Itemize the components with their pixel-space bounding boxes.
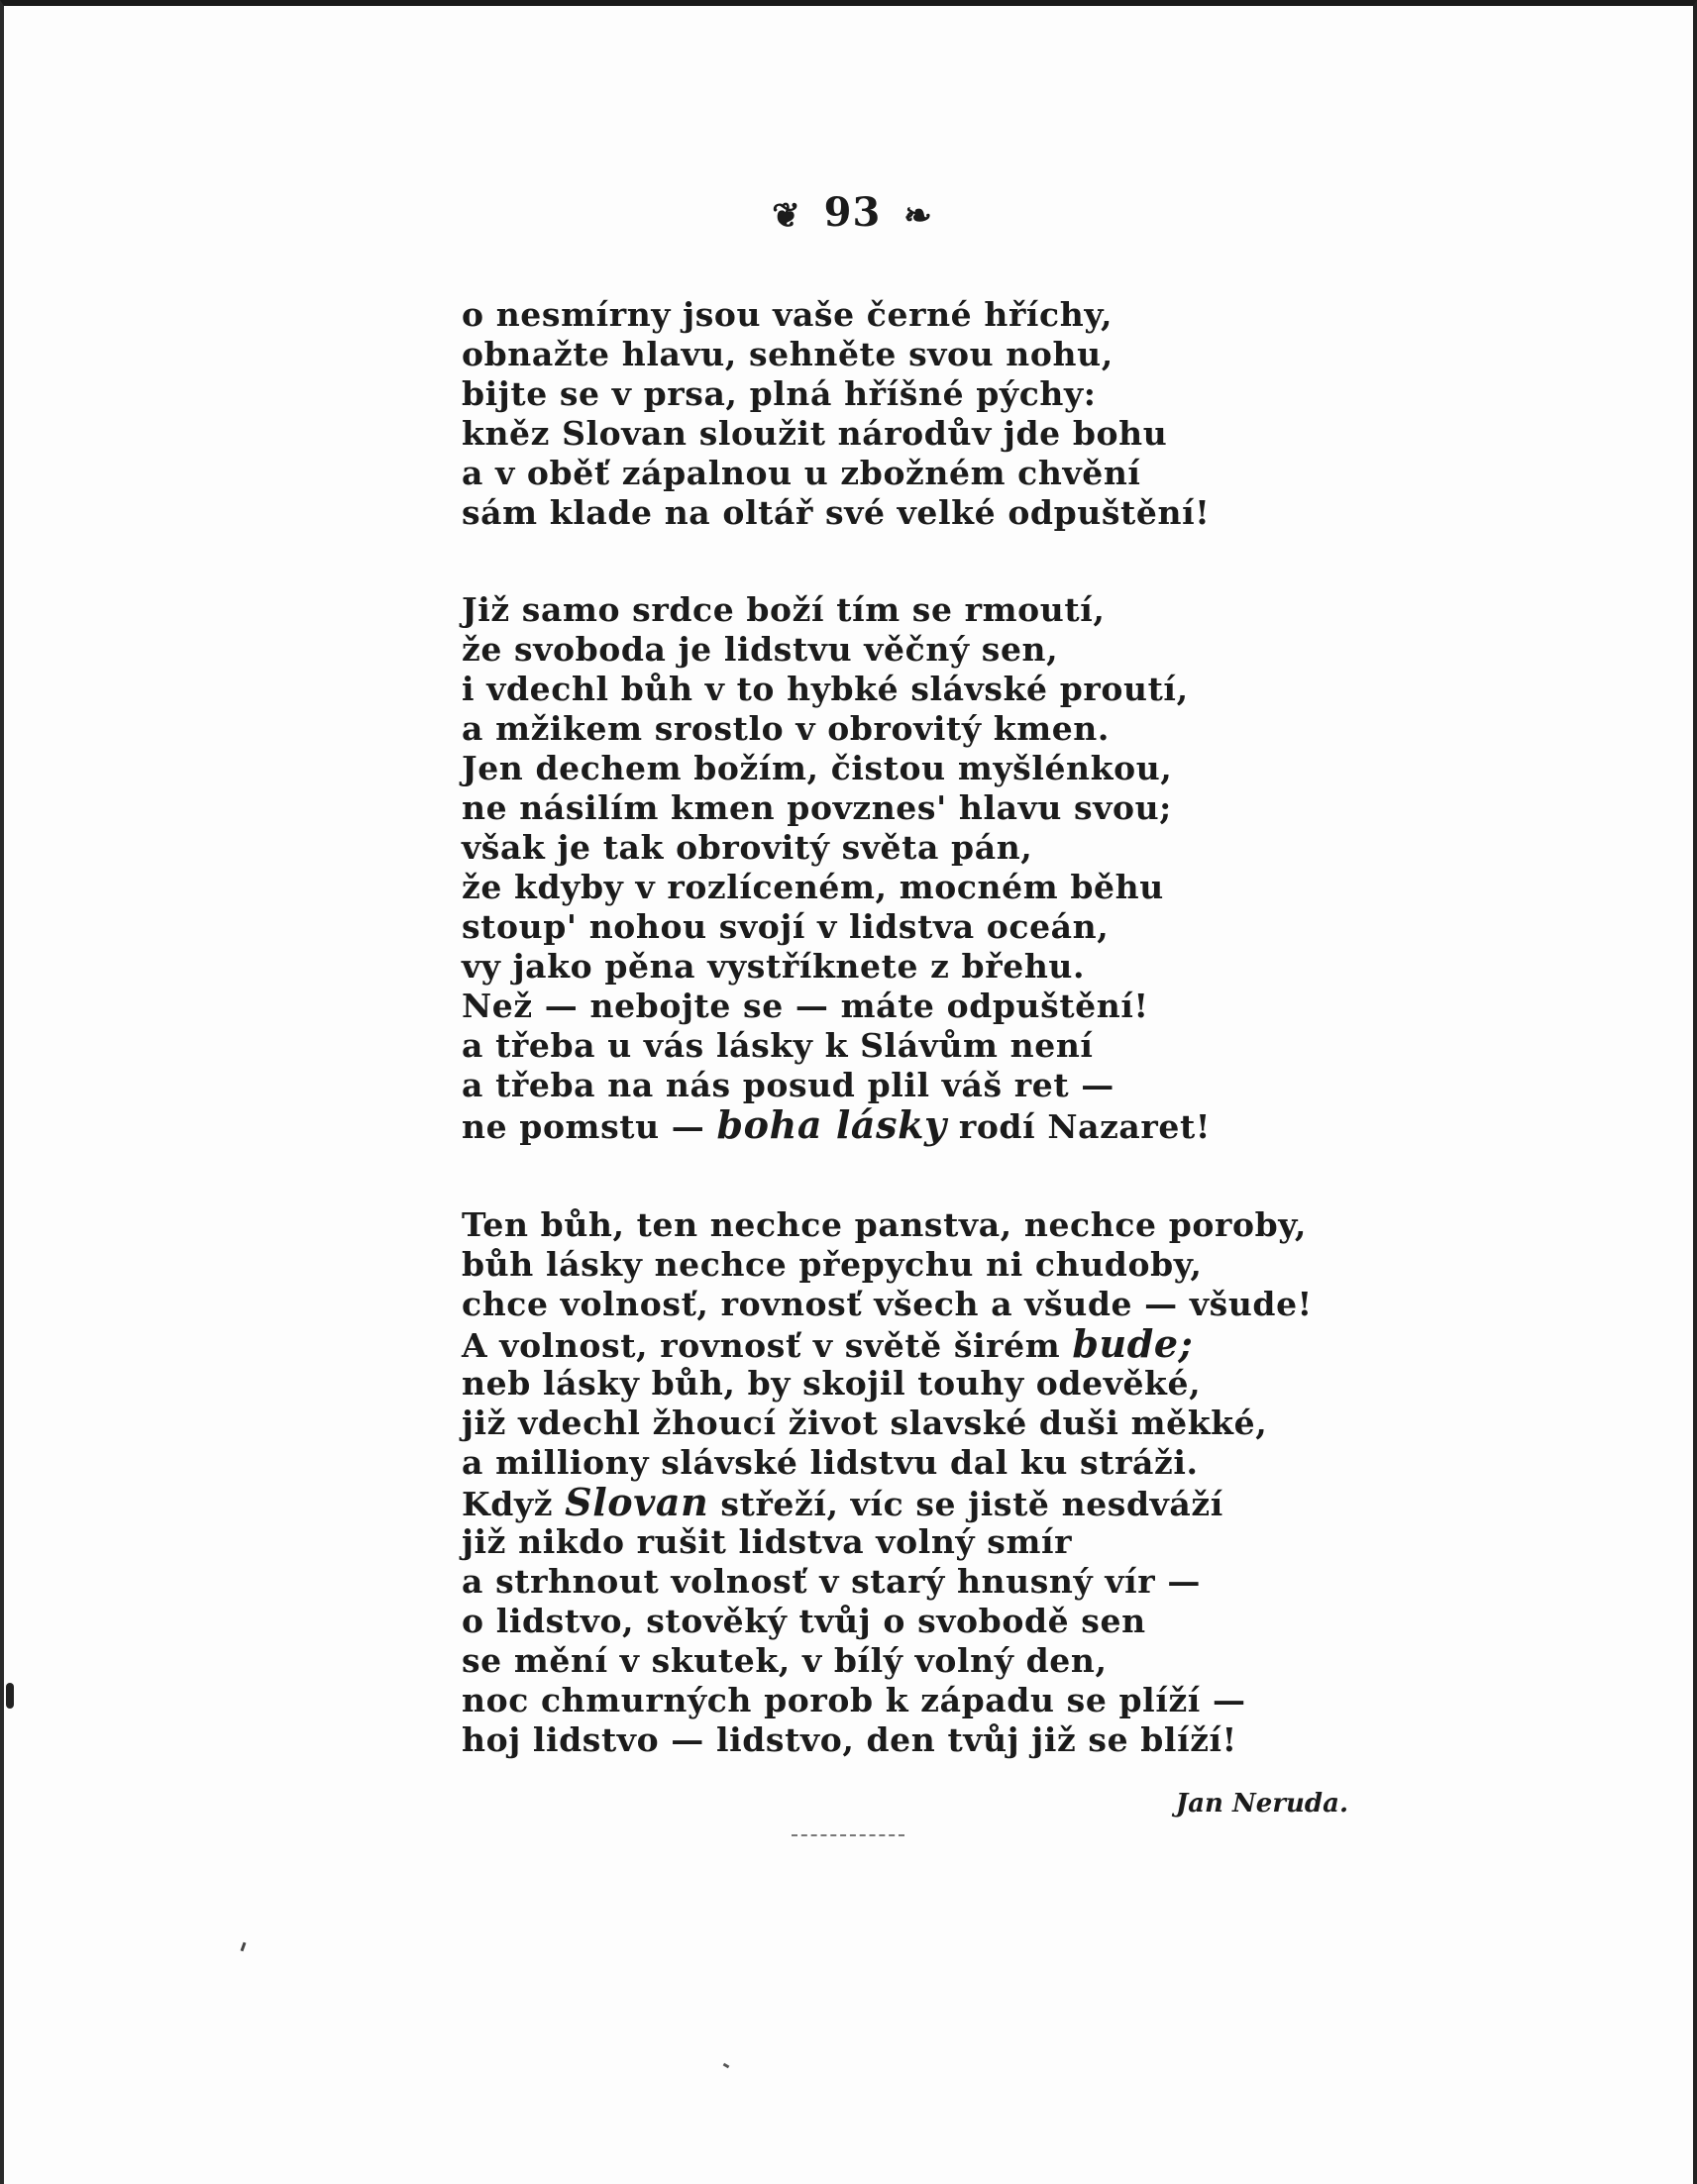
poem-line: Již samo srdce boží tím se rmoutí, <box>462 590 1106 629</box>
poem-line: bůh lásky nechce přepychu ni chudoby, <box>462 1245 1203 1284</box>
closing-divider <box>792 1834 904 1836</box>
italic-text: boha lásky <box>716 1102 947 1147</box>
poem-line: obnažte hlavu, sehněte svou nohu, <box>462 335 1114 373</box>
poem-line: a třeba u vás lásky k Slávům není <box>462 1026 1094 1065</box>
stanza-1 <box>462 295 1551 533</box>
poem-line: ne násilím kmen povznes' hlavu svou; <box>462 788 1172 827</box>
poem-line: sám klade na oltář své velké odpuštění! <box>462 493 1211 532</box>
page-number: 93 <box>823 189 882 236</box>
italic-text: Slovan <box>565 1480 709 1524</box>
binding-mark <box>6 1683 14 1709</box>
poem-line: Než — nebojte se — máte odpuštění! <box>462 987 1149 1025</box>
poem-line: i vdechl bůh v to hybké slávské proutí, <box>462 670 1189 708</box>
poem-line: hoj lidstvo — lidstvo, den tvůj již se blíží! <box>462 1720 1237 1759</box>
poem-line-mixed <box>462 1321 1551 1366</box>
poem-line: stoup' nohou svojí v lidstva oceán, <box>462 907 1110 946</box>
poem-line: neb lásky bůh, by skojil touhy odevěké, <box>462 1364 1202 1403</box>
poem-line: již vdechl žhoucí život slavské duši měkké, <box>462 1404 1268 1442</box>
poem-line: že kdyby v rozlíceném, mocném běhu <box>462 868 1164 906</box>
poem-line: a milliony slávské lidstvu dal ku stráži. <box>462 1443 1199 1482</box>
print-speck <box>241 1942 247 1951</box>
poem-line: kněz Slovan sloužit národův jde bohu <box>462 414 1168 453</box>
poem-line-mixed <box>462 1102 1551 1147</box>
poem-line: již nikdo rušit lidstva volný smír <box>462 1522 1073 1561</box>
poem-line-mixed <box>462 1480 1551 1524</box>
stanza-3 <box>462 1205 1551 1760</box>
poem-line: se mění v skutek, v bílý volný den, <box>462 1641 1108 1680</box>
poem-line: a v oběť zápalnou u zbožném chvění <box>462 454 1141 492</box>
poem-line: chce volnosť, rovnosť všech a všude — všude! <box>462 1285 1313 1323</box>
poem-line: vy jako pěna vystříknete z břehu. <box>462 947 1086 986</box>
ornament-left-icon: ❦ <box>772 196 801 236</box>
line-text: A volnost, rovnosť v světě širém <box>462 1326 1073 1365</box>
poem-line: o lidstvo, stověký tvůj o svobodě sen <box>462 1602 1146 1640</box>
poem-line: noc chmurných porob k západu se plíží — <box>462 1681 1246 1719</box>
print-speck <box>723 2063 730 2069</box>
line-text: rodí Nazaret! <box>946 1107 1211 1146</box>
poem-line: že svoboda je lidstvu věčný sen, <box>462 630 1059 669</box>
poem-line: Ten bůh, ten nechce panstva, nechce poroby, <box>462 1205 1307 1244</box>
page-header <box>4 189 1697 236</box>
author-signature: Jan Neruda. <box>1175 1789 1348 1819</box>
poem-line: a třeba na nás posud plil váš ret — <box>462 1066 1114 1104</box>
poem-line: a strhnout volnosť v starý hnusný vír — <box>462 1562 1201 1601</box>
italic-text: bude; <box>1072 1321 1194 1366</box>
stanza-2 <box>462 590 1551 1145</box>
poem-line: bijte se v prsa, plná hříšné pýchy: <box>462 374 1097 413</box>
line-text: Když <box>462 1485 566 1523</box>
poem-line: Jen dechem božím, čistou myšlénkou, <box>462 749 1173 787</box>
ornament-right-icon: ❧ <box>903 196 933 236</box>
line-text: střeží, víc se jistě nesdváží <box>708 1485 1223 1523</box>
poem-line: o nesmírny jsou vaše černé hříchy, <box>462 295 1114 334</box>
line-text: ne pomstu — <box>462 1107 717 1146</box>
poem-line: a mžikem srostlo v obrovitý kmen. <box>462 709 1110 748</box>
poem-line: však je tak obrovitý světa pán, <box>462 828 1033 867</box>
